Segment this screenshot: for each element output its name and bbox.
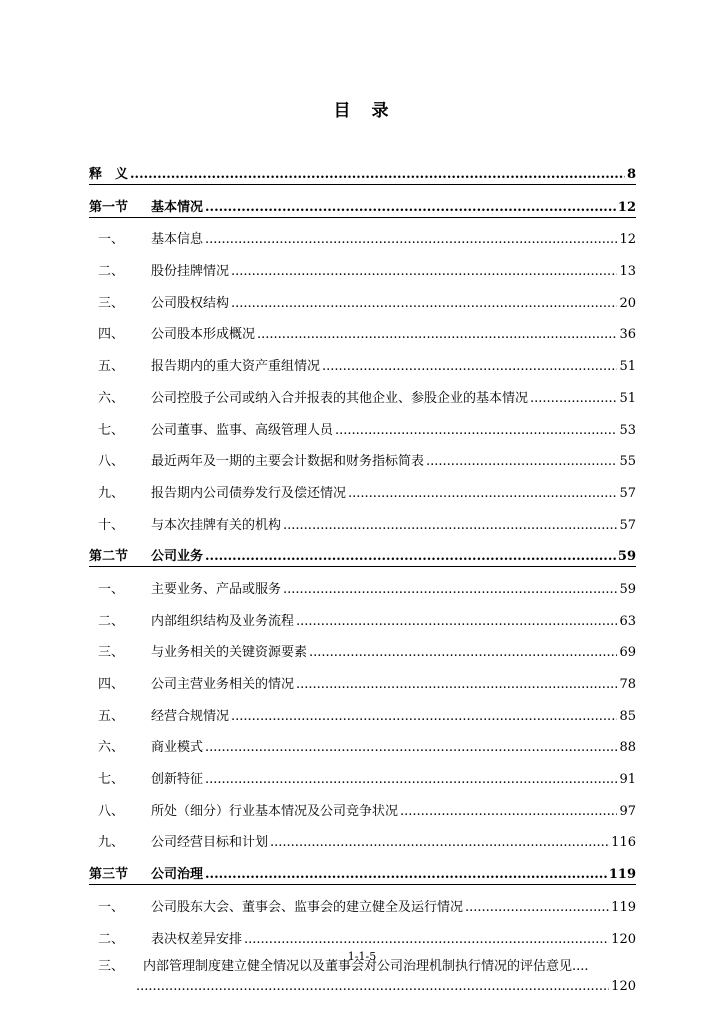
toc-entry[interactable]	[89, 479, 636, 503]
toc-entry[interactable]	[89, 733, 636, 757]
toc-entry[interactable]	[89, 225, 636, 249]
toc-entry-label: 公司股东大会、董事会、监事会的建立健全及运行情况	[151, 899, 464, 915]
toc-entry-label: 内部管理制度建立健全情况以及董事会对公司治理机制执行情况的评估意见....	[143, 959, 589, 975]
toc-section-entry[interactable]	[89, 193, 636, 218]
toc-leader-dots	[205, 771, 617, 789]
toc-leader-dots	[231, 708, 617, 726]
toc-entry-label: 公司治理	[151, 867, 204, 883]
toc-leader-dots	[130, 166, 625, 184]
toc-entry-number: 十、	[98, 517, 125, 533]
toc-entry-label: 股份挂牌情况	[151, 264, 230, 280]
toc-entry-number: 一、	[98, 899, 125, 915]
toc-entry-number: 三、	[98, 959, 125, 975]
toc-entry-page: 119	[611, 899, 636, 915]
toc-entry-page: 59	[617, 549, 636, 565]
toc-entry-label: 主要业务、产品或服务	[151, 581, 282, 597]
toc-entry-label: 公司控股子公司或纳入合并报表的其他企业、参股企业的基本情况	[151, 390, 529, 406]
toc-entry[interactable]	[89, 765, 636, 789]
toc-entry-number: 三、	[98, 295, 125, 311]
toc-entry-label: 商业模式	[151, 740, 204, 756]
toc-entry[interactable]	[89, 384, 636, 408]
toc-entry[interactable]	[89, 893, 636, 917]
toc-entry[interactable]	[89, 670, 636, 694]
toc-entry-label: 公司股本形成概况	[151, 327, 256, 343]
toc-entry-page: 57	[619, 517, 636, 533]
toc-entry-page: 57	[619, 485, 636, 501]
toc-leader-dots	[205, 548, 616, 566]
toc-entry[interactable]	[89, 416, 636, 440]
toc-entry-page: 85	[619, 708, 636, 724]
toc-leader-dots	[426, 453, 617, 471]
toc-leader-dots	[283, 517, 617, 535]
toc-entry-number: 释 义	[89, 167, 129, 182]
toc-entry[interactable]	[89, 511, 636, 535]
toc-leader-dots	[309, 644, 617, 662]
toc-entry-page: 63	[619, 613, 636, 629]
toc-entry-number: 一、	[98, 232, 125, 248]
toc-entry-number: 五、	[98, 359, 125, 375]
toc-entry[interactable]	[89, 828, 636, 852]
toc-entry-page: 119	[608, 867, 636, 883]
toc-leader-dots	[270, 834, 609, 852]
toc-entry-number: 六、	[98, 390, 125, 406]
toc-entry-page: 97	[619, 803, 636, 819]
toc-entry-number: 六、	[98, 740, 125, 756]
toc-entry[interactable]	[89, 607, 636, 631]
toc-entry-number: 三、	[98, 645, 125, 661]
toc-entry-page: 36	[619, 327, 636, 343]
toc-entry-page: 51	[619, 390, 636, 406]
toc-section-entry[interactable]	[89, 160, 636, 185]
toc-entry-page: 20	[619, 295, 636, 311]
toc-leader-dots	[400, 803, 617, 821]
toc-leader-dots	[205, 199, 616, 217]
toc-entry-number: 一、	[98, 581, 125, 597]
toc-entry-label: 公司业务	[151, 549, 204, 565]
toc-entry-label: 报告期内的重大资产重组情况	[151, 359, 321, 375]
toc-entry-number: 八、	[98, 454, 125, 470]
toc-entry-page: 53	[619, 422, 636, 438]
toc-entry-label: 经营合规情况	[151, 708, 230, 724]
toc-leader-dots	[205, 866, 607, 884]
toc-entry-page: 69	[619, 645, 636, 661]
toc-entry[interactable]	[89, 447, 636, 471]
toc-entry-page: 88	[619, 740, 636, 756]
toc-entry-label: 公司股权结构	[151, 295, 230, 311]
toc-entry-number: 第三节	[89, 867, 129, 883]
page-title: 目 录	[333, 101, 391, 121]
toc-entry-label: 与业务相关的关键资源要素	[151, 645, 308, 661]
toc-leader-dots	[322, 358, 617, 376]
toc-entry-label: 内部组织结构及业务流程	[151, 613, 295, 629]
toc-entry-page: 116	[611, 835, 636, 851]
toc-entry-page: 55	[619, 454, 636, 470]
toc-entry-page: 59	[619, 581, 636, 597]
toc-entry-number: 四、	[98, 327, 125, 343]
toc-entry-label: 基本情况	[151, 199, 204, 215]
toc-entry-number: 四、	[98, 677, 125, 692]
toc-entry-number: 七、	[98, 772, 125, 788]
toc-entry-page: 78	[619, 677, 636, 692]
toc-entry-page: 91	[619, 772, 636, 788]
page-number: 1-1-5	[347, 950, 377, 963]
toc-leader-dots	[231, 263, 617, 281]
toc-entry-page: 12	[619, 232, 636, 248]
toc-leader-dots	[530, 390, 617, 408]
toc-entry-label: 公司经营目标和计划	[151, 835, 269, 851]
toc-leader-dots	[231, 295, 617, 313]
toc-leader-dots	[136, 978, 609, 996]
toc-entry[interactable]	[89, 925, 636, 949]
toc-section-entry[interactable]	[89, 542, 636, 567]
toc-entry-number: 第一节	[89, 199, 129, 215]
toc-leader-dots	[244, 931, 609, 949]
toc-entry-page: 120	[611, 979, 636, 995]
toc-entry-number: 八、	[98, 803, 125, 819]
toc-entry-number: 七、	[98, 422, 125, 438]
toc-entry-label: 所处（细分）行业基本情况及公司竞争状况	[151, 803, 399, 819]
toc-entry-page: 120	[611, 931, 636, 947]
toc-leader-dots	[283, 581, 617, 599]
table-of-contents	[89, 160, 636, 996]
toc-leader-dots	[465, 899, 609, 917]
toc-leader-dots	[257, 326, 617, 344]
toc-entry-page: 12	[617, 199, 636, 215]
toc-entry-label: 公司董事、监事、高级管理人员	[151, 422, 334, 438]
toc-entry-number: 九、	[98, 485, 125, 501]
toc-entry[interactable]	[89, 320, 636, 344]
toc-entry[interactable]	[89, 638, 636, 662]
toc-entry[interactable]	[89, 257, 636, 281]
toc-entry-label: 最近两年及一期的主要会计数据和财务指标简表	[151, 454, 425, 470]
toc-entry[interactable]	[89, 352, 636, 376]
toc-entry[interactable]	[89, 797, 636, 821]
toc-section-entry[interactable]	[89, 860, 636, 885]
toc-leader-dots	[296, 676, 617, 694]
toc-entry-label: 基本信息	[151, 232, 204, 248]
toc-entry-page: 8	[626, 167, 636, 182]
toc-entry[interactable]	[89, 702, 636, 726]
toc-entry[interactable]	[89, 575, 636, 599]
toc-entry-number: 二、	[98, 613, 125, 629]
toc-entry-number: 九、	[98, 835, 125, 851]
toc-entry-number: 二、	[98, 931, 125, 947]
toc-entry-number: 五、	[98, 708, 125, 724]
toc-leader-dots	[205, 231, 617, 249]
toc-entry-label: 报告期内公司债券发行及偿还情况	[151, 485, 347, 501]
toc-entry-number: 第二节	[89, 549, 129, 565]
toc-entry-label: 创新特征	[151, 772, 204, 788]
toc-entry[interactable]	[89, 289, 636, 313]
toc-leader-dots	[348, 485, 617, 503]
toc-entry-page: 51	[619, 359, 636, 375]
toc-entry-label: 公司主营业务相关的情况	[151, 677, 295, 692]
toc-leader-dots	[205, 739, 617, 757]
toc-entry-page: 13	[619, 264, 636, 280]
toc-entry-number: 二、	[98, 264, 125, 280]
toc-leader-dots	[335, 422, 617, 440]
toc-entry-label: 表决权差异安排	[151, 931, 243, 947]
toc-leader-dots	[296, 613, 617, 631]
toc-entry-label: 与本次挂牌有关的机构	[151, 517, 282, 533]
